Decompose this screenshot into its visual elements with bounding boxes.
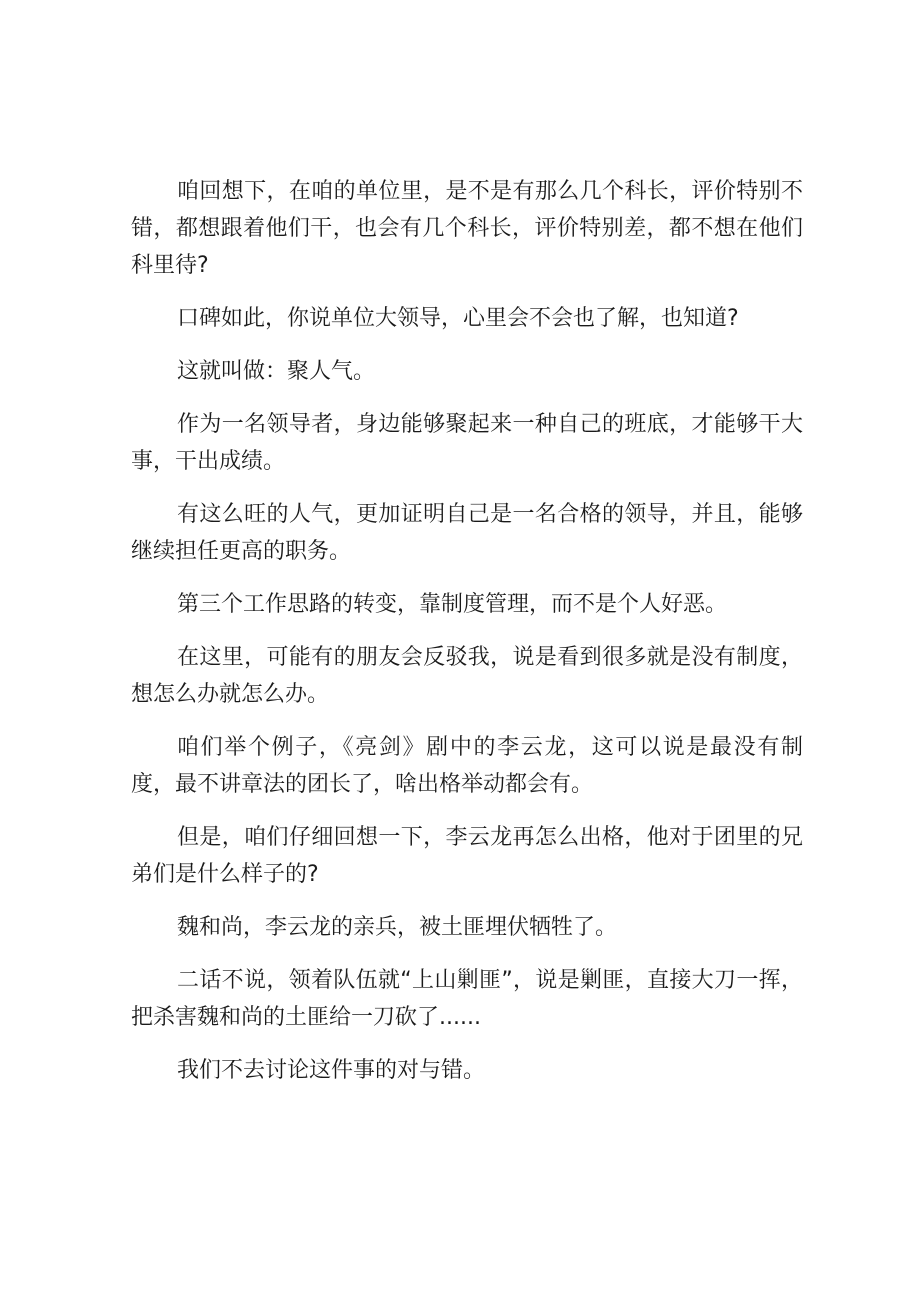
paragraph: 作为一名领导者，身边能够聚起来一种自己的班底，才能够干大事，干出成绩。 — [131, 412, 803, 474]
paragraph: 在这里，可能有的朋友会反驳我，说是看到很多就是没有制度，想怎么办就怎么办。 — [131, 645, 803, 707]
paragraph: 咱回想下，在咱的单位里，是不是有那么几个科长，评价特别不错，都想跟着他们干，也会有几个科长，评价特别差，都不想在他们科里待? — [131, 179, 803, 278]
paragraph: 我们不去讨论这件事的对与错。 — [177, 1058, 486, 1083]
paragraph: 咱们举个例子，《亮剑》剧中的李云龙，这可以说是最没有制度，最不讲章法的团长了，啥出格举动都会有。 — [131, 735, 803, 797]
paragraph: 但是，咱们仔细回想一下，李云龙再怎么出格，他对于团里的兄弟们是什么样子的? — [131, 825, 803, 887]
paragraph: 有这么旺的人气，更加证明自己是一名合格的领导，并且，能够继续担任更高的职务。 — [131, 502, 803, 564]
paragraph: 魏和尚，李云龙的亲兵，被土匪埋伏牺牲了。 — [177, 915, 618, 940]
paragraph: 口碑如此，你说单位大领导，心里会不会也了解，也知道? — [177, 306, 739, 331]
paragraph: 第三个工作思路的转变，靠制度管理，而不是个人好恶。 — [177, 592, 728, 617]
document-body — [131, 173, 803, 1105]
paragraph: 这就叫做：聚人气。 — [177, 359, 376, 384]
paragraph: 二话不说，领着队伍就“上山剿匪”，说是剿匪，直接大刀一挥，把杀害魏和尚的土匪给一刀砍了...... — [131, 968, 803, 1030]
